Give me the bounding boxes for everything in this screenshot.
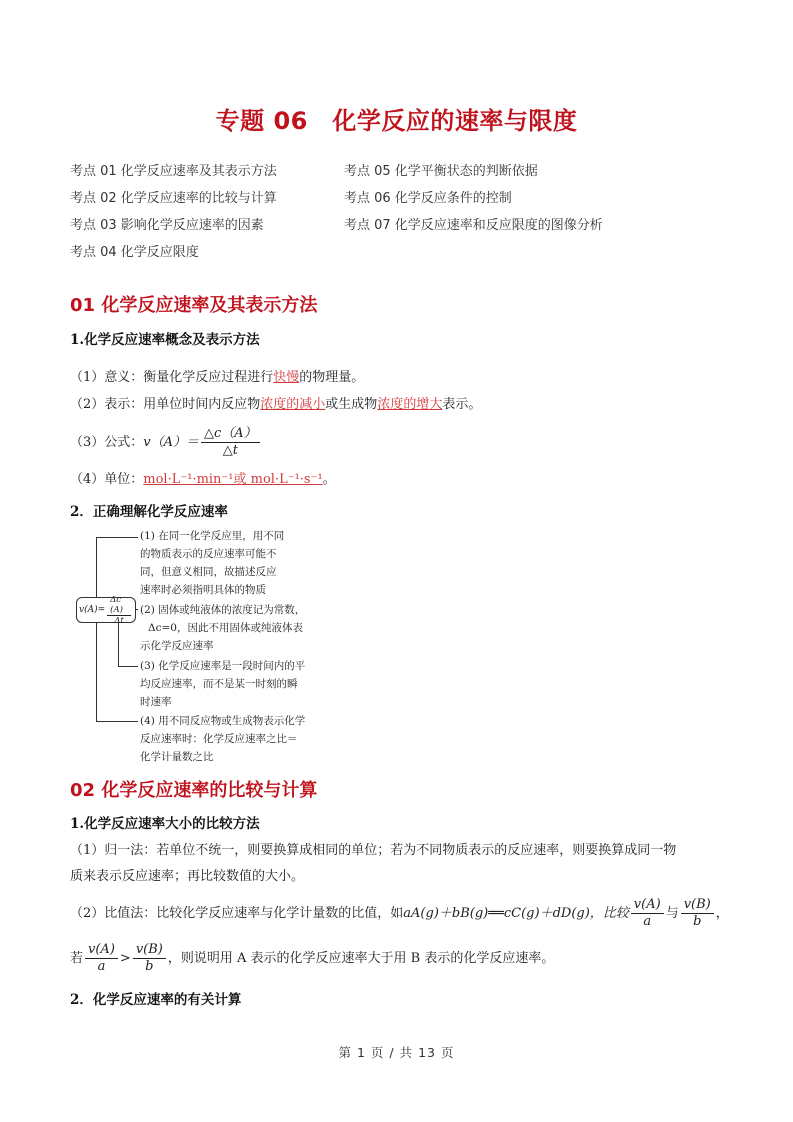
- toc-item[interactable]: 考点 03 影响化学反应速率的因素: [70, 218, 264, 233]
- text: 。: [322, 472, 336, 487]
- toc-item[interactable]: 考点 02 化学反应速率的比较与计算: [70, 191, 277, 206]
- text: 若: [70, 950, 84, 966]
- subheading: 1.化学反应速率大小的比较方法: [70, 816, 260, 832]
- paragraph-unify-method: [70, 838, 730, 890]
- formula-fraction: [201, 426, 260, 459]
- paragraph-unit: [70, 470, 336, 490]
- text: （4）单位：: [70, 472, 144, 487]
- equation: aA(g)＋bB(g)══cC(g)＋dD(g)，比较: [403, 905, 629, 921]
- highlight-text: 快慢: [273, 370, 300, 385]
- paragraph-meaning: [70, 368, 364, 388]
- diagram-note-2: (2) 固体或纯液体的浓度记为常数， Δc=0，因此不用固体或纯液体表 示化学反应速率: [140, 604, 306, 652]
- text: 与: [665, 905, 679, 921]
- formula-fraction: [107, 595, 131, 626]
- text: 的物理量。: [299, 370, 365, 385]
- page-footer: 第 1 页 / 共 13 页: [338, 1045, 455, 1060]
- highlight-text: mol·L⁻¹·min⁻¹或 mol·L⁻¹·s⁻¹: [143, 472, 323, 487]
- text: ，则说明用 A 表示的化学反应速率大于用 B 表示的化学反应速率。: [167, 950, 555, 966]
- fraction-vb-b: $\frac{v(B)}{b}$: [681, 897, 714, 930]
- paragraph-representation: [70, 395, 481, 415]
- denominator: △t: [222, 443, 238, 458]
- toc-item[interactable]: 考点 04 化学反应限度: [70, 245, 199, 260]
- page-title: 专题 06 化学反应的速率与限度: [215, 107, 578, 135]
- text: （3）公式：: [70, 434, 144, 450]
- highlight-text: 浓度的减小: [260, 397, 326, 412]
- text: 质来表示反应速率；再比较数值的大小。: [70, 869, 305, 884]
- toc-item[interactable]: 考点 01 化学反应速率及其表示方法: [70, 164, 277, 179]
- text: （1）归一法：若单位不统一，则要换算成相同的单位；若为不同物质表示的反应速率，则要换算成同一物: [70, 843, 677, 858]
- text: 表示。: [442, 397, 482, 412]
- paragraph-ratio-method: [70, 897, 729, 930]
- section-heading-02: 02 化学反应速率的比较与计算: [70, 780, 318, 801]
- denominator: Δt: [114, 615, 124, 626]
- paragraph-ratio-conclusion: [70, 942, 554, 975]
- subheading: 1.化学反应速率概念及表示方法: [70, 332, 260, 348]
- diagram-note-1: (1) 在同一化学反应里，用不同 的物质表示的反应速率可能不 同，但意义相同，故描述反应 速率时必须指明具体的物质: [140, 530, 285, 596]
- toc-item[interactable]: 考点 05 化学平衡状态的判断依据: [344, 164, 538, 179]
- fraction-va-a: $\frac{v(A)}{a}$: [631, 897, 664, 930]
- formula-box: [76, 594, 136, 626]
- text: 或生成物: [325, 397, 378, 412]
- subheading: 2．化学反应速率的有关计算: [70, 992, 242, 1008]
- text: （1）意义：衡量化学反应过程进行: [70, 370, 274, 385]
- formula-lhs: v(A)=: [79, 605, 106, 615]
- toc-left: [70, 158, 277, 266]
- toc-right: [344, 158, 603, 239]
- toc-item[interactable]: 考点 07 化学反应速率和反应限度的图像分析: [344, 218, 603, 233]
- diagram-note-3: (3) 化学反应速率是一段时间内的平 均反应速率，而不是某一时刻的瞬 时速率: [140, 660, 306, 708]
- numerator: △c（A）: [201, 426, 260, 443]
- highlight-text: 浓度的增大: [377, 397, 443, 412]
- text: >: [119, 950, 131, 966]
- formula-lhs: v（A）＝: [143, 434, 200, 450]
- fraction-va-a: $\frac{v(A)}{a}$: [85, 942, 118, 975]
- fraction-vb-b: $\frac{v(B)}{b}$: [133, 942, 166, 975]
- text: ，: [715, 905, 729, 921]
- diagram-note-4: (4) 用不同反应物或生成物表示化学 反应速率时：化学反应速率之比＝ 化学计量数之比: [140, 715, 306, 763]
- text: （2）比值法：比较化学反应速率与化学计量数的比值，如: [70, 905, 404, 921]
- numerator: Δc (A): [107, 595, 131, 616]
- rate-concept-diagram: [70, 525, 330, 765]
- text: （2）表示：用单位时间内反应物: [70, 397, 261, 412]
- paragraph-formula: [70, 426, 262, 459]
- toc-item[interactable]: 考点 06 化学反应条件的控制: [344, 191, 512, 206]
- section-heading-01: 01 化学反应速率及其表示方法: [70, 295, 318, 316]
- subheading: 2．正确理解化学反应速率: [70, 504, 228, 520]
